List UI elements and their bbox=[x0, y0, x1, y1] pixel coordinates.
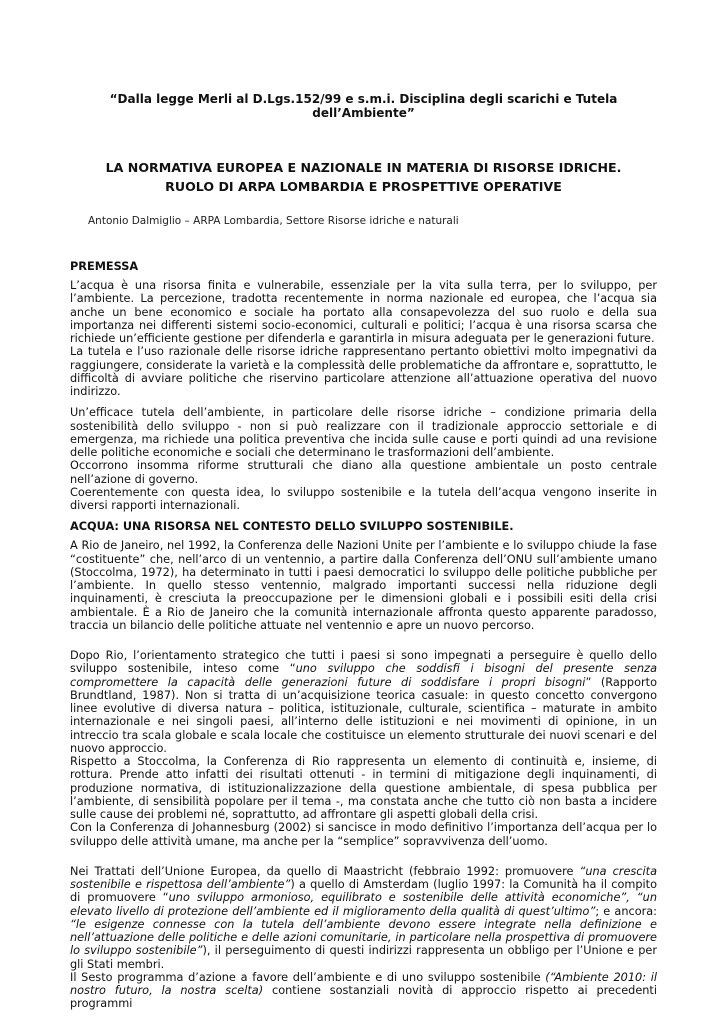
quote-italic: uno sviluppo armonioso, equilibrato e sostenibile delle attività economiche”, “un elevato livello di protezione dell’ambiente ed il miglioramento della qualità di quest’ultimo” bbox=[70, 891, 657, 918]
text-run: contiene sostanziali novità di approccio rispetto ai precedenti programmi bbox=[70, 984, 657, 1011]
main-title bbox=[70, 158, 657, 196]
paragraph bbox=[70, 865, 657, 971]
paragraph: Occorrono insomma riforme strutturali che diano alla questione ambientale un posto centrale nell’azione di governo. bbox=[70, 459, 657, 486]
quote-italic: “le esigenze connesse con la tutela dell’ambiente devono essere integrate nella definizione e nell’attuazione delle politiche e delle azioni comunitarie, in particolare nella prospettiva di promuovere lo sviluppo sostenibile” bbox=[70, 917, 657, 958]
text-run: ) a quello di Amsterdam (luglio 1997: la Comunità ha il compito di promuovere “ bbox=[70, 878, 658, 905]
paragraph bbox=[70, 971, 657, 1011]
section-heading-premessa: PREMESSA bbox=[70, 260, 139, 273]
text-run: ), il perseguimento di questi indirizzi rappresenta un obbligo per l’Unione e per gli Stati membri. bbox=[70, 944, 658, 971]
paragraph: L’acqua è una risorsa finita e vulnerabile, essenziale per la vita sulla terra, per lo sviluppo, per l’ambiente. La percezione, tradotta recentemente in norma nazionale ed europea, che l’acqua sia anche un bene economico e sociale ha portato alla consapevolezza del suo ruolo e della sua importanza nei differenti sistemi socio-economici, culturali e politici; l’acqua è una risorsa scarsa che richiede un’efficiente gestione per difenderla e garantirla in misura adeguata per le generazioni future. bbox=[70, 279, 657, 345]
paragraph: Coerentemente con questa idea, lo sviluppo sostenibile e la tutela dell’acqua vengono inserite in diversi rapporti internazionali. bbox=[70, 485, 657, 512]
header-quote: “Dalla legge Merli al D.Lgs.152/99 e s.m.i. Disciplina degli scarichi e Tutela dell’Ambiente” bbox=[109, 92, 618, 120]
paragraph: La tutela e l’uso razionale delle risorse idriche rappresentano pertanto obiettivi molto impegnativi da raggiungere, considerate la varietà e la complessità delle problematiche da affrontare e, soprattutto, le difficoltà di avviare politiche che riservino particolare attenzione all’attuazione operativa del nuovo indirizzo. bbox=[70, 345, 657, 398]
author-line: Antonio Dalmiglio – ARPA Lombardia, Settore Risorse idriche e naturali bbox=[88, 215, 459, 227]
paragraph: A Rio de Janeiro, nel 1992, la Conferenza delle Nazioni Unite per l’ambiente e lo sviluppo chiude la fase “costituente” che, nell’arco di un ventennio, a partire dalla Conferenza dell’ONU sull’ambiente umano (Stoccolma, 1972), ha determinato in tutti i paesi democratici lo sviluppo delle politiche pubbliche per l’ambiente. In quello stesso ventennio, malgrado importanti successi nella riduzione degli inquinamenti, è cresciuta la preoccupazione per le dimensioni globali e i possibili esiti della crisi ambientale. È a Rio de Janeiro che la comunità internazionale affronta questo apparente paradosso, traccia un bilancio delle politiche attuate nel ventennio e apre un nuovo percorso. bbox=[70, 539, 657, 632]
text-run: Il Sesto programma d’azione a favore dell’ambiente e di uno sviluppo sostenibile bbox=[70, 970, 546, 984]
section-heading-acqua: ACQUA: UNA RISORSA NEL CONTESTO DELLO SVILUPPO SOSTENIBILE. bbox=[70, 520, 514, 534]
quote-italic: uno sviluppo che soddisfi i bisogni del presente senza compromettere la capacità delle generazioni future di soddisfare i propri bisogni bbox=[70, 662, 658, 689]
section-premessa bbox=[70, 260, 657, 512]
quote-italic: “una crescita sostenibile e rispettosa dell’ambiente” bbox=[70, 864, 657, 891]
text-run: ; e ancora: bbox=[595, 904, 657, 918]
section-acqua bbox=[70, 520, 657, 1010]
main-title-line-2: RUOLO DI ARPA LOMBARDIA E PROSPETTIVE OPERATIVE bbox=[165, 179, 562, 194]
main-title-line-1: LA NORMATIVA EUROPEA E NAZIONALE IN MATERIA DI RISORSE IDRICHE. bbox=[105, 160, 622, 175]
text-run: ” (Rapporto Brundtland, 1987). Non si tratta di un’acquisizione teorica casuale: in questo concetto convergono linee evolutive di diversa natura – politica, istituzionale, culturale, scientifica – maturate in ambito internazionale e nei singoli paesi, all’interno delle istituzioni e nei movimenti di opinione, in un intreccio tra scala globale e scala locale che costituisce un elemento strutturale dei nuovi scenari e del nuovo approccio. bbox=[70, 675, 657, 755]
paragraph bbox=[70, 649, 657, 755]
text-run: Dopo Rio, l’orientamento strategico che tutti i paesi si sono impegnati a perseguire è quello dello sviluppo sostenibile, inteso come “ bbox=[70, 649, 657, 676]
paragraph: Un’efficace tutela dell’ambiente, in particolare delle risorse idriche – condizione primaria della sostenibilità dello sviluppo - non si può realizzare con il tradizionale approccio settoriale e di emergenza, ma richiede una politica preventiva che incida sulle cause e porti quindi ad una revisione delle politiche economiche e sociali che determinano le trasformazioni dell’ambiente. bbox=[70, 406, 657, 459]
text-run: Nei Trattati dell’Unione Europea, da quello di Maastricht (febbraio 1992: promuovere bbox=[70, 864, 580, 878]
paragraph: Rispetto a Stoccolma, la Conferenza di Rio rappresenta un elemento di continuità e, insieme, di rottura. Prende atto infatti dei risultati ottenuti - in termini di mitigazione degli inquinamenti, di produzione normativa, di istituzionalizzazione della questione ambientale, di spesa pubblica per l’ambiente, di sensibilità popolare per il tema -, ma constata anche che tutto ciò non basta a incidere sulle cause dei problemi né, soprattutto, ad affrontare gli aspetti globali della crisi. bbox=[70, 755, 657, 821]
quote-italic: (“Ambiente 2010: il nostro futuro, la nostra scelta) bbox=[70, 970, 658, 997]
paragraph: Con la Conferenza di Johannesburg (2002) si sancisce in modo definitivo l’importanza dell’acqua per lo sviluppo delle attività umane, ma anche per la “semplice” sopravvivenza dell’uomo. bbox=[70, 821, 657, 848]
